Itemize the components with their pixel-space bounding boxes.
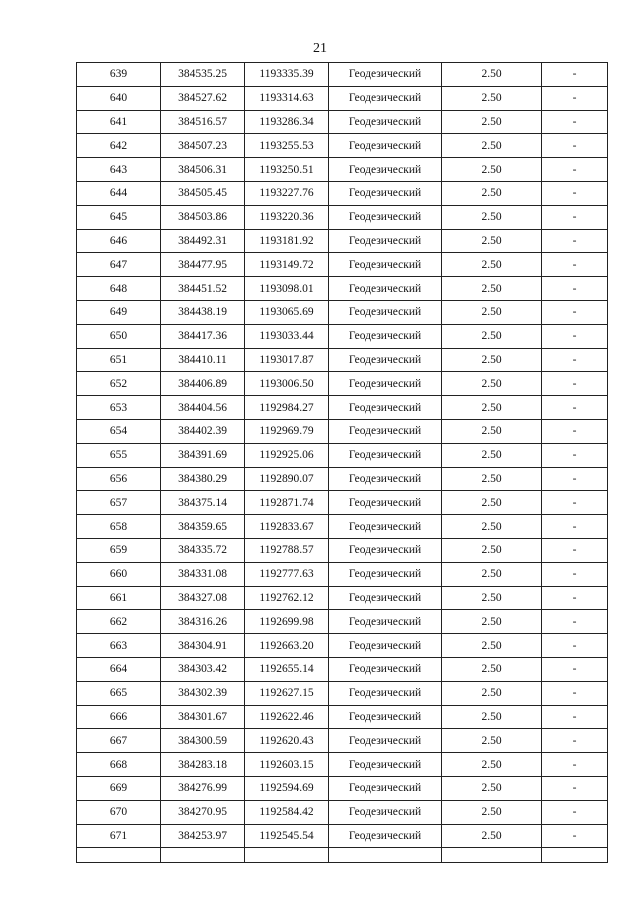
accuracy-cell: 2.50 [442,300,542,324]
accuracy-cell: 2.50 [442,610,542,634]
table-row [77,324,608,348]
table-row [77,86,608,110]
x-coordinate-cell: 384270.95 [161,800,245,824]
y-coordinate-cell: 1192545.54 [245,824,329,848]
coordinates-table-container [76,62,607,863]
table-row [77,467,608,491]
y-coordinate-cell: 1192984.27 [245,396,329,420]
accuracy-cell: 2.50 [442,729,542,753]
table-row [77,681,608,705]
y-coordinate-cell: 1192655.14 [245,657,329,681]
y-coordinate-cell: 1192833.67 [245,515,329,539]
note-cell: - [542,776,608,800]
y-coordinate-cell: 1193286.34 [245,110,329,134]
y-coordinate-cell: 1192777.63 [245,562,329,586]
y-coordinate-cell: 1192620.43 [245,729,329,753]
point-number-cell: 656 [77,467,161,491]
method-cell: Геодезический [329,134,442,158]
note-cell: - [542,443,608,467]
point-number-cell: 650 [77,324,161,348]
note-cell: - [542,681,608,705]
empty-cell [442,848,542,863]
y-coordinate-cell: 1192890.07 [245,467,329,491]
table-row [77,753,608,777]
note-cell: - [542,205,608,229]
method-cell: Геодезический [329,729,442,753]
x-coordinate-cell: 384404.56 [161,396,245,420]
y-coordinate-cell: 1193181.92 [245,229,329,253]
point-number-cell: 670 [77,800,161,824]
y-coordinate-cell: 1193220.36 [245,205,329,229]
table-row [77,657,608,681]
table-row [77,610,608,634]
point-number-cell: 640 [77,86,161,110]
point-number-cell: 648 [77,277,161,301]
accuracy-cell: 2.50 [442,86,542,110]
method-cell: Геодезический [329,824,442,848]
accuracy-cell: 2.50 [442,443,542,467]
note-cell: - [542,824,608,848]
note-cell: - [542,515,608,539]
x-coordinate-cell: 384391.69 [161,443,245,467]
method-cell: Геодезический [329,657,442,681]
note-cell: - [542,86,608,110]
table-row [77,110,608,134]
table-row [77,134,608,158]
x-coordinate-cell: 384316.26 [161,610,245,634]
note-cell: - [542,610,608,634]
y-coordinate-cell: 1193098.01 [245,277,329,301]
point-number-cell: 641 [77,110,161,134]
x-coordinate-cell: 384331.08 [161,562,245,586]
accuracy-cell: 2.50 [442,705,542,729]
empty-cell [245,848,329,863]
x-coordinate-cell: 384477.95 [161,253,245,277]
y-coordinate-cell: 1193149.72 [245,253,329,277]
note-cell: - [542,277,608,301]
table-row [77,824,608,848]
note-cell: - [542,538,608,562]
method-cell: Геодезический [329,753,442,777]
x-coordinate-cell: 384253.97 [161,824,245,848]
x-coordinate-cell: 384438.19 [161,300,245,324]
note-cell: - [542,419,608,443]
note-cell: - [542,634,608,658]
accuracy-cell: 2.50 [442,491,542,515]
method-cell: Геодезический [329,705,442,729]
point-number-cell: 669 [77,776,161,800]
method-cell: Геодезический [329,181,442,205]
x-coordinate-cell: 384359.65 [161,515,245,539]
point-number-cell: 651 [77,348,161,372]
method-cell: Геодезический [329,86,442,110]
note-cell: - [542,372,608,396]
note-cell: - [542,253,608,277]
accuracy-cell: 2.50 [442,134,542,158]
point-number-cell: 664 [77,657,161,681]
point-number-cell: 647 [77,253,161,277]
table-row [77,229,608,253]
empty-cell [542,848,608,863]
method-cell: Геодезический [329,515,442,539]
y-coordinate-cell: 1192622.46 [245,705,329,729]
point-number-cell: 658 [77,515,161,539]
method-cell: Геодезический [329,205,442,229]
x-coordinate-cell: 384302.39 [161,681,245,705]
table-row [77,705,608,729]
note-cell: - [542,134,608,158]
point-number-cell: 654 [77,419,161,443]
table-row [77,491,608,515]
x-coordinate-cell: 384335.72 [161,538,245,562]
accuracy-cell: 2.50 [442,205,542,229]
x-coordinate-cell: 384276.99 [161,776,245,800]
point-number-cell: 643 [77,158,161,182]
point-number-cell: 657 [77,491,161,515]
accuracy-cell: 2.50 [442,800,542,824]
x-coordinate-cell: 384327.08 [161,586,245,610]
point-number-cell: 652 [77,372,161,396]
accuracy-cell: 2.50 [442,324,542,348]
y-coordinate-cell: 1193017.87 [245,348,329,372]
point-number-cell: 645 [77,205,161,229]
point-number-cell: 668 [77,753,161,777]
accuracy-cell: 2.50 [442,634,542,658]
accuracy-cell: 2.50 [442,229,542,253]
y-coordinate-cell: 1193250.51 [245,158,329,182]
method-cell: Геодезический [329,372,442,396]
note-cell: - [542,467,608,491]
note-cell: - [542,562,608,586]
method-cell: Геодезический [329,538,442,562]
note-cell: - [542,324,608,348]
y-coordinate-cell: 1193335.39 [245,63,329,87]
point-number-cell: 671 [77,824,161,848]
x-coordinate-cell: 384380.29 [161,467,245,491]
note-cell: - [542,729,608,753]
y-coordinate-cell: 1193314.63 [245,86,329,110]
table-row [77,253,608,277]
table-row [77,586,608,610]
accuracy-cell: 2.50 [442,586,542,610]
point-number-cell: 666 [77,705,161,729]
page-number: 21 [313,41,327,56]
method-cell: Геодезический [329,800,442,824]
accuracy-cell: 2.50 [442,158,542,182]
y-coordinate-cell: 1192584.42 [245,800,329,824]
note-cell: - [542,657,608,681]
point-number-cell: 667 [77,729,161,753]
accuracy-cell: 2.50 [442,657,542,681]
coordinates-table [76,62,608,863]
method-cell: Геодезический [329,681,442,705]
method-cell: Геодезический [329,776,442,800]
method-cell: Геодезический [329,562,442,586]
point-number-cell: 663 [77,634,161,658]
x-coordinate-cell: 384406.89 [161,372,245,396]
y-coordinate-cell: 1192663.20 [245,634,329,658]
accuracy-cell: 2.50 [442,467,542,491]
note-cell: - [542,586,608,610]
accuracy-cell: 2.50 [442,824,542,848]
accuracy-cell: 2.50 [442,253,542,277]
x-coordinate-cell: 384300.59 [161,729,245,753]
method-cell: Геодезический [329,467,442,491]
table-row [77,634,608,658]
method-cell: Геодезический [329,277,442,301]
x-coordinate-cell: 384506.31 [161,158,245,182]
y-coordinate-cell: 1192603.15 [245,753,329,777]
table-row [77,181,608,205]
method-cell: Геодезический [329,586,442,610]
x-coordinate-cell: 384303.42 [161,657,245,681]
x-coordinate-cell: 384410.11 [161,348,245,372]
y-coordinate-cell: 1192627.15 [245,681,329,705]
method-cell: Геодезический [329,158,442,182]
accuracy-cell: 2.50 [442,681,542,705]
method-cell: Геодезический [329,253,442,277]
note-cell: - [542,753,608,777]
accuracy-cell: 2.50 [442,538,542,562]
note-cell: - [542,800,608,824]
method-cell: Геодезический [329,63,442,87]
method-cell: Геодезический [329,229,442,253]
method-cell: Геодезический [329,324,442,348]
accuracy-cell: 2.50 [442,515,542,539]
table-row [77,372,608,396]
x-coordinate-cell: 384417.36 [161,324,245,348]
note-cell: - [542,348,608,372]
point-number-cell: 646 [77,229,161,253]
y-coordinate-cell: 1192788.57 [245,538,329,562]
table-row [77,300,608,324]
table-row [77,776,608,800]
point-number-cell: 659 [77,538,161,562]
x-coordinate-cell: 384402.39 [161,419,245,443]
x-coordinate-cell: 384503.86 [161,205,245,229]
x-coordinate-cell: 384301.67 [161,705,245,729]
method-cell: Геодезический [329,396,442,420]
point-number-cell: 644 [77,181,161,205]
x-coordinate-cell: 384516.57 [161,110,245,134]
point-number-cell: 655 [77,443,161,467]
accuracy-cell: 2.50 [442,277,542,301]
x-coordinate-cell: 384507.23 [161,134,245,158]
table-row [77,63,608,87]
x-coordinate-cell: 384375.14 [161,491,245,515]
table-row [77,396,608,420]
x-coordinate-cell: 384451.52 [161,277,245,301]
table-row [77,443,608,467]
note-cell: - [542,229,608,253]
y-coordinate-cell: 1192594.69 [245,776,329,800]
method-cell: Геодезический [329,300,442,324]
x-coordinate-cell: 384505.45 [161,181,245,205]
x-coordinate-cell: 384304.91 [161,634,245,658]
note-cell: - [542,181,608,205]
y-coordinate-cell: 1193227.76 [245,181,329,205]
accuracy-cell: 2.50 [442,562,542,586]
note-cell: - [542,300,608,324]
method-cell: Геодезический [329,634,442,658]
x-coordinate-cell: 384283.18 [161,753,245,777]
table-body [77,63,608,863]
table-row [77,538,608,562]
point-number-cell: 665 [77,681,161,705]
y-coordinate-cell: 1192925.06 [245,443,329,467]
note-cell: - [542,158,608,182]
x-coordinate-cell: 384527.62 [161,86,245,110]
note-cell: - [542,110,608,134]
accuracy-cell: 2.50 [442,181,542,205]
table-row [77,205,608,229]
accuracy-cell: 2.50 [442,63,542,87]
point-number-cell: 639 [77,63,161,87]
y-coordinate-cell: 1193006.50 [245,372,329,396]
y-coordinate-cell: 1192871.74 [245,491,329,515]
empty-cell [161,848,245,863]
note-cell: - [542,396,608,420]
accuracy-cell: 2.50 [442,348,542,372]
y-coordinate-cell: 1192762.12 [245,586,329,610]
y-coordinate-cell: 1193033.44 [245,324,329,348]
table-row [77,158,608,182]
table-row [77,729,608,753]
point-number-cell: 660 [77,562,161,586]
point-number-cell: 642 [77,134,161,158]
accuracy-cell: 2.50 [442,396,542,420]
y-coordinate-cell: 1192969.79 [245,419,329,443]
method-cell: Геодезический [329,419,442,443]
point-number-cell: 649 [77,300,161,324]
method-cell: Геодезический [329,610,442,634]
accuracy-cell: 2.50 [442,776,542,800]
x-coordinate-cell: 384492.31 [161,229,245,253]
method-cell: Геодезический [329,110,442,134]
y-coordinate-cell: 1193255.53 [245,134,329,158]
point-number-cell: 662 [77,610,161,634]
empty-cell [77,848,161,863]
table-row [77,419,608,443]
method-cell: Геодезический [329,491,442,515]
y-coordinate-cell: 1192699.98 [245,610,329,634]
accuracy-cell: 2.50 [442,753,542,777]
note-cell: - [542,63,608,87]
method-cell: Геодезический [329,348,442,372]
table-row [77,515,608,539]
x-coordinate-cell: 384535.25 [161,63,245,87]
point-number-cell: 653 [77,396,161,420]
note-cell: - [542,705,608,729]
y-coordinate-cell: 1193065.69 [245,300,329,324]
accuracy-cell: 2.50 [442,419,542,443]
empty-cell [329,848,442,863]
method-cell: Геодезический [329,443,442,467]
note-cell: - [542,491,608,515]
table-row [77,562,608,586]
table-row [77,348,608,372]
accuracy-cell: 2.50 [442,110,542,134]
table-row [77,277,608,301]
table-row [77,800,608,824]
table-filler-row [77,848,608,863]
accuracy-cell: 2.50 [442,372,542,396]
point-number-cell: 661 [77,586,161,610]
